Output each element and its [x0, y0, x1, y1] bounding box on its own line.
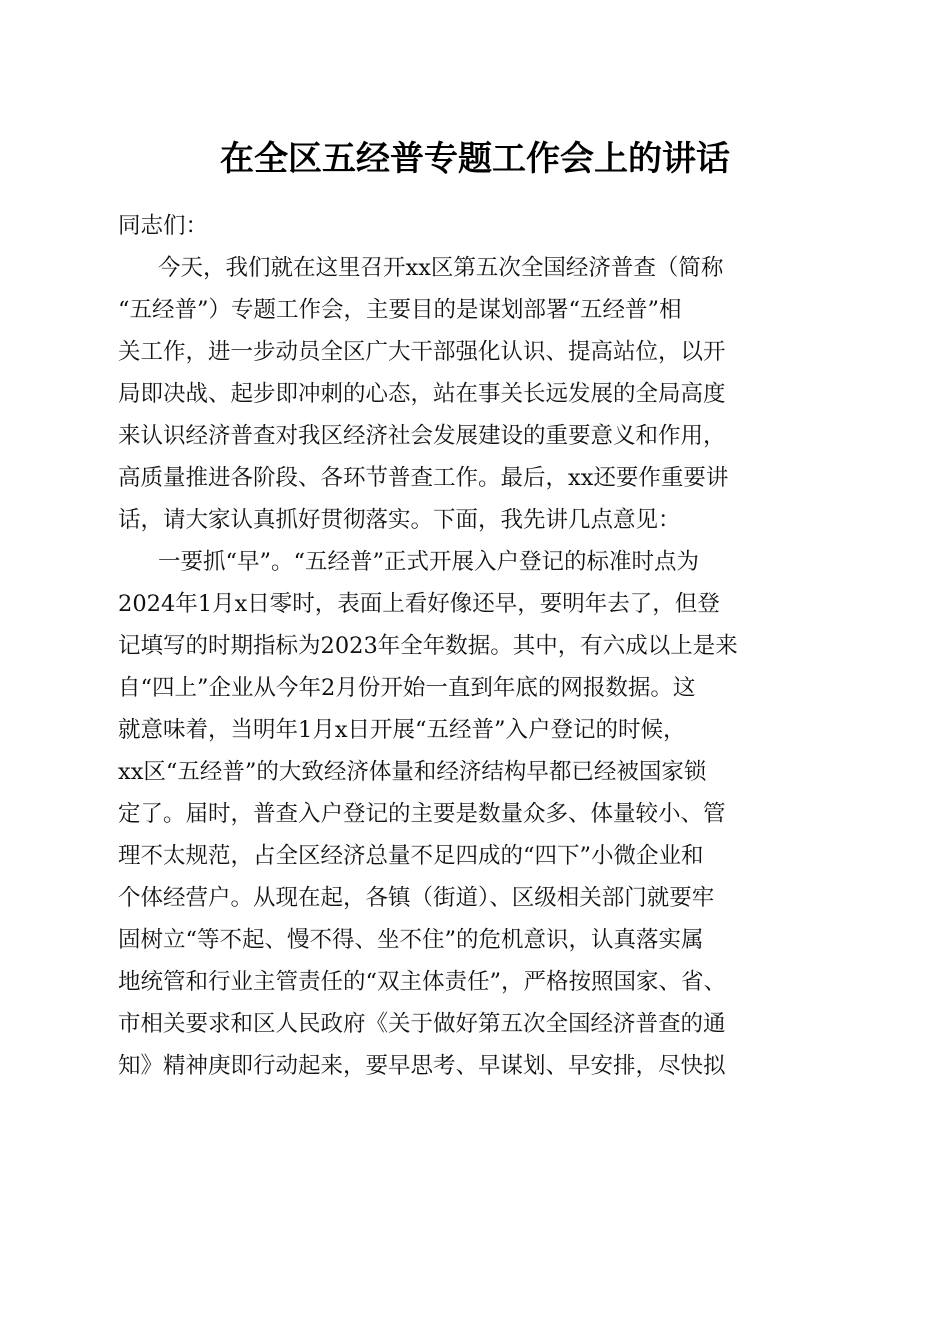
paragraph-intro: [118, 247, 834, 541]
text-line: 定了。届时，普查入户登记的主要是数量众多、体量较小、管: [118, 801, 726, 827]
text-line: 记填写的时期指标为2023年全年数据。其中，有六成以上是来: [118, 633, 738, 659]
text-line: 市相关要求和区人民政府《关于做好第五次全国经济普查的通: [118, 1011, 726, 1037]
text-line: 理不太规范，占全区经济总量不足四成的“四下”小微企业和: [118, 843, 704, 869]
text-line: 个体经营户。从现在起，各镇（街道）、区级相关部门就要牢: [118, 885, 715, 911]
text-line: xx区“五经普”的大致经济体量和经济结构早都已经被国家锁: [118, 759, 707, 785]
text-line: 今天，我们就在这里召开xx区第五次全国经济普查（简称: [158, 255, 724, 281]
text-line: 来认识经济普查对我区经济社会发展建设的重要意义和作用，: [118, 423, 726, 449]
paragraph-point-one: [118, 541, 834, 1087]
salutation: 同志们：: [118, 213, 209, 239]
text-line: 知》精神庚即行动起来，要早思考、早谋划、早安排，尽快拟: [118, 1053, 726, 1079]
text-line: 就意味着，当明年1月x日开展“五经普”入户登记的时候，: [118, 717, 686, 743]
document-title: 在全区五经普专题工作会上的讲话: [220, 139, 730, 179]
text-line: 高质量推进各阶段、各环节普查工作。最后，xx还要作重要讲: [118, 465, 729, 491]
text-line: 话，请大家认真抓好贯彻落实。下面，我先讲几点意见：: [118, 507, 681, 533]
text-line: 一要抓“早”。“五经普”正式开展入户登记的标准时点为: [158, 549, 700, 575]
text-line: 固树立“等不起、慢不得、坐不住”的危机意识，认真落实属: [118, 927, 704, 953]
document-body: [118, 205, 834, 1087]
text-line: 关工作，进一步动员全区广大干部强化认识、提高站位，以开: [118, 339, 726, 365]
text-line: “五经普”）专题工作会，主要目的是谋划部署“五经普”相: [118, 297, 682, 323]
text-line: 2024年1月x日零时，表面上看好像还早，要明年去了，但登: [118, 591, 720, 617]
text-line: 局即决战、起步即冲刺的心态，站在事关长远发展的全局高度: [118, 381, 726, 407]
text-line: 地统管和行业主管责任的“双主体责任”，严格按照国家、省、: [118, 969, 727, 995]
text-line: 自“四上”企业从今年2月份开始一直到年底的网报数据。这: [118, 675, 696, 701]
